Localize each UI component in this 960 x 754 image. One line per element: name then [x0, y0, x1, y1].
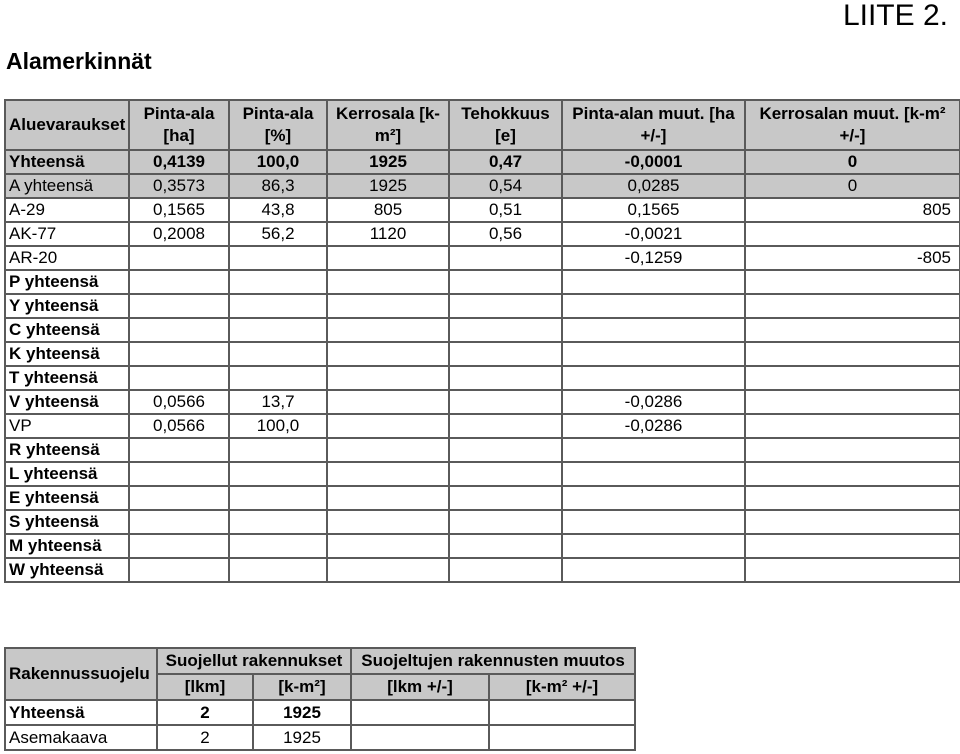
table-cell [449, 486, 562, 510]
table-cell [129, 342, 229, 366]
row-label: AK-77 [5, 222, 129, 246]
table-cell [229, 438, 327, 462]
table-cell: 1925 [327, 150, 449, 174]
table-row [5, 366, 960, 390]
table-cell: 0,1565 [562, 198, 745, 222]
table-cell [745, 318, 960, 342]
col-header: Tehokkuus [e] [449, 100, 562, 150]
table-cell [745, 294, 960, 318]
table-cell [745, 486, 960, 510]
group-header: Suojeltujen rakennusten muutos [351, 648, 635, 674]
table-cell [327, 294, 449, 318]
table-cell [229, 318, 327, 342]
table-cell [449, 558, 562, 582]
table-cell [327, 510, 449, 534]
table-cell: 0,47 [449, 150, 562, 174]
table-cell: 0,1565 [129, 198, 229, 222]
table-cell [229, 366, 327, 390]
table-cell [449, 438, 562, 462]
table-cell [745, 390, 960, 414]
row-label: VP [5, 414, 129, 438]
table-cell: 0,4139 [129, 150, 229, 174]
table-cell: 1925 [327, 174, 449, 198]
table-cell [327, 270, 449, 294]
table-cell [745, 270, 960, 294]
table-cell [449, 414, 562, 438]
table-cell: 1925 [253, 700, 351, 725]
table-row [5, 198, 960, 222]
row-label: L yhteensä [5, 462, 129, 486]
row-label: S yhteensä [5, 510, 129, 534]
table-cell: 805 [745, 198, 960, 222]
table-cell [229, 534, 327, 558]
col-header: [lkm] [157, 674, 253, 700]
table-cell [745, 510, 960, 534]
table-cell [129, 366, 229, 390]
table-cell [229, 294, 327, 318]
table-cell [449, 318, 562, 342]
table-row [5, 390, 960, 414]
table-cell [327, 246, 449, 270]
table-row [5, 318, 960, 342]
table-cell [562, 462, 745, 486]
table-cell [229, 486, 327, 510]
building-protection-table [4, 647, 636, 751]
land-use-table [4, 99, 960, 583]
row-label: Yhteensä [5, 150, 129, 174]
table-cell: 1120 [327, 222, 449, 246]
table-cell: 0 [745, 150, 960, 174]
row-label: E yhteensä [5, 486, 129, 510]
table-cell: 0,54 [449, 174, 562, 198]
table-cell [745, 462, 960, 486]
table-cell: -0,0001 [562, 150, 745, 174]
col-header: Kerrosala [k-m²] [327, 100, 449, 150]
table-cell [327, 390, 449, 414]
table-cell [229, 462, 327, 486]
table-cell [562, 558, 745, 582]
row-label: P yhteensä [5, 270, 129, 294]
table-cell [745, 438, 960, 462]
table-cell [562, 294, 745, 318]
table-cell [489, 725, 635, 750]
table-cell: 0,56 [449, 222, 562, 246]
col-header: [k-m²] [253, 674, 351, 700]
table-cell: 2 [157, 700, 253, 725]
table-cell [562, 534, 745, 558]
table-cell [229, 558, 327, 582]
table-cell [745, 342, 960, 366]
table-cell: 0 [745, 174, 960, 198]
table-cell [449, 246, 562, 270]
col-header: [k-m² +/-] [489, 674, 635, 700]
table-cell: 1925 [253, 725, 351, 750]
table-cell [327, 414, 449, 438]
table-cell: -0,1259 [562, 246, 745, 270]
table-cell [129, 270, 229, 294]
table-row [5, 270, 960, 294]
table-cell: 2 [157, 725, 253, 750]
header-row [5, 648, 635, 674]
table-cell [562, 438, 745, 462]
row-label: C yhteensä [5, 318, 129, 342]
appendix-label: LIITE 2. [842, 0, 948, 32]
table-row [5, 342, 960, 366]
table-row [5, 438, 960, 462]
table-cell [129, 318, 229, 342]
row-label: AR-20 [5, 246, 129, 270]
table-row [5, 222, 960, 246]
table-row [5, 150, 960, 174]
table-cell [562, 270, 745, 294]
header-row [5, 100, 960, 150]
table-cell [449, 390, 562, 414]
col-header: Kerrosalan muut. [k-m² +/-] [745, 100, 960, 150]
table-cell [745, 534, 960, 558]
row-label: K yhteensä [5, 342, 129, 366]
row-label: W yhteensä [5, 558, 129, 582]
col-header: Pinta-ala [%] [229, 100, 327, 150]
table-row [5, 174, 960, 198]
table-cell: 100,0 [229, 414, 327, 438]
col-header: Rakennussuojelu [5, 648, 157, 700]
table-row [5, 462, 960, 486]
row-label: V yhteensä [5, 390, 129, 414]
table-cell: 43,8 [229, 198, 327, 222]
table-cell [327, 558, 449, 582]
table-cell [449, 342, 562, 366]
table-cell [327, 486, 449, 510]
col-header: Pinta-ala [ha] [129, 100, 229, 150]
table-cell [129, 510, 229, 534]
table-cell [129, 294, 229, 318]
table-cell [229, 246, 327, 270]
table-row [5, 486, 960, 510]
table-cell [351, 725, 489, 750]
row-label: Asemakaava [5, 725, 157, 750]
table-cell: -0,0286 [562, 414, 745, 438]
table-cell: 56,2 [229, 222, 327, 246]
table-cell [449, 270, 562, 294]
table-cell [129, 534, 229, 558]
table-row [5, 414, 960, 438]
row-label: A yhteensä [5, 174, 129, 198]
table-cell [745, 414, 960, 438]
table-cell [129, 558, 229, 582]
table-cell: 0,3573 [129, 174, 229, 198]
table-row [5, 534, 960, 558]
col-header: Aluevaraukset [5, 100, 129, 150]
table-cell [327, 318, 449, 342]
table-cell [562, 366, 745, 390]
table-cell [562, 318, 745, 342]
col-header: Pinta-alan muut. [ha +/-] [562, 100, 745, 150]
table-cell [229, 342, 327, 366]
table-cell: 13,7 [229, 390, 327, 414]
table-cell: -805 [745, 246, 960, 270]
table-cell [489, 700, 635, 725]
table-cell [351, 700, 489, 725]
table-cell [129, 486, 229, 510]
table-cell [745, 558, 960, 582]
group-header: Suojellut rakennukset [157, 648, 351, 674]
table-cell: -0,0021 [562, 222, 745, 246]
table-cell [129, 462, 229, 486]
table-cell: 0,0566 [129, 414, 229, 438]
table-row [5, 725, 635, 750]
table-row [5, 700, 635, 725]
table-cell [327, 342, 449, 366]
table-cell: 0,2008 [129, 222, 229, 246]
table-cell [562, 342, 745, 366]
row-label: A-29 [5, 198, 129, 222]
table-cell [745, 366, 960, 390]
table-cell [449, 462, 562, 486]
table-cell [129, 246, 229, 270]
table-cell [129, 438, 229, 462]
table-cell [562, 486, 745, 510]
table-row [5, 294, 960, 318]
table-cell: 100,0 [229, 150, 327, 174]
table-cell: 86,3 [229, 174, 327, 198]
row-label: R yhteensä [5, 438, 129, 462]
table-cell: -0,0286 [562, 390, 745, 414]
row-label: Yhteensä [5, 700, 157, 725]
table-cell: 0,0566 [129, 390, 229, 414]
table-row [5, 246, 960, 270]
table-cell: 805 [327, 198, 449, 222]
page-title: Alamerkinnät [6, 48, 152, 74]
table-cell [327, 366, 449, 390]
table-row [5, 558, 960, 582]
table-cell [229, 510, 327, 534]
table-cell: 0,51 [449, 198, 562, 222]
table-cell [327, 438, 449, 462]
table-cell [562, 510, 745, 534]
table-cell [327, 534, 449, 558]
col-header: [lkm +/-] [351, 674, 489, 700]
table-cell [449, 294, 562, 318]
table-cell [449, 534, 562, 558]
table-row [5, 510, 960, 534]
table-cell [229, 270, 327, 294]
table-cell [449, 366, 562, 390]
row-label: M yhteensä [5, 534, 129, 558]
table-cell [327, 462, 449, 486]
table-cell: 0,0285 [562, 174, 745, 198]
row-label: T yhteensä [5, 366, 129, 390]
row-label: Y yhteensä [5, 294, 129, 318]
table-cell [449, 510, 562, 534]
table-cell [745, 222, 960, 246]
